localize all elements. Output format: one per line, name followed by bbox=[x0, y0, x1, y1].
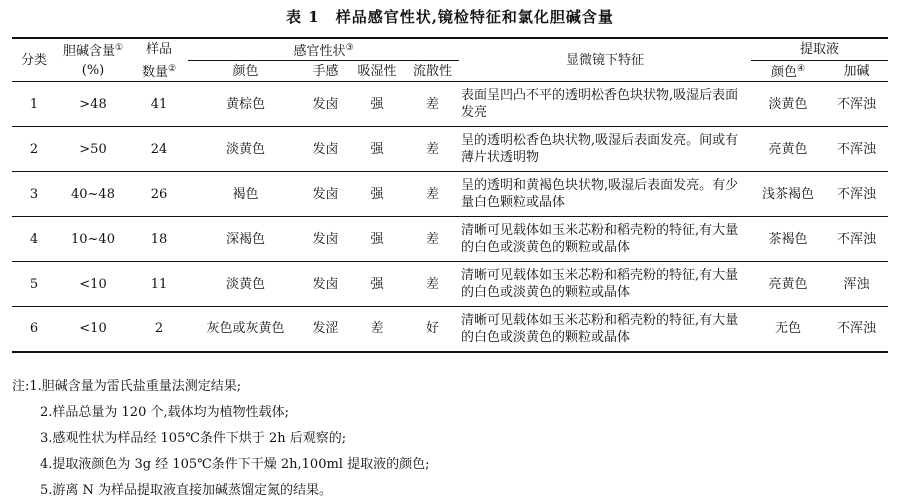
cell-choline: >50 bbox=[79, 141, 107, 157]
cell-alkali: 浑浊 bbox=[843, 276, 870, 292]
header-sensory: 感官性状③ bbox=[188, 38, 459, 61]
note-line: 3.感观性状为样品经 105℃条件下烘于 2h 后观察的; bbox=[40, 431, 347, 446]
cell-category: 6 bbox=[29, 321, 39, 337]
cell-alkali: 不浑浊 bbox=[837, 321, 877, 337]
cell-feel: 发卤 bbox=[312, 96, 339, 112]
table-row bbox=[12, 127, 888, 172]
cell-category: 3 bbox=[29, 186, 39, 202]
table-row bbox=[12, 82, 888, 127]
cell-micro: 表面呈凹凸不平的透明松香色块状物,吸湿后表面发亮 bbox=[461, 88, 739, 120]
cell-category: 2 bbox=[29, 141, 39, 157]
cell-micro: 清晰可见载体如玉米芯粉和稻壳粉的特征,有大量的白色或淡黄色的颗粒或晶体 bbox=[461, 312, 739, 345]
cell-feel: 发卤 bbox=[312, 141, 339, 157]
header-feel: 手感 bbox=[312, 63, 339, 79]
header-choline: 胆碱含量① bbox=[62, 42, 124, 59]
header-sample: 样品 bbox=[145, 42, 172, 58]
table-row bbox=[12, 172, 888, 217]
table-row bbox=[12, 307, 888, 352]
cell-hygroscopic: 强 bbox=[370, 141, 384, 157]
table-row bbox=[12, 262, 888, 307]
cell-hygroscopic: 差 bbox=[370, 321, 384, 337]
cell-count: 2 bbox=[154, 321, 164, 337]
table-body bbox=[12, 82, 888, 352]
cell-extract-color: 无色 bbox=[775, 321, 802, 337]
cell-flow: 差 bbox=[426, 276, 440, 292]
cell-extract-color: 亮黄色 bbox=[768, 276, 808, 292]
header-sample-count: 数量② bbox=[141, 63, 177, 80]
cell-hygroscopic: 强 bbox=[370, 96, 384, 112]
cell-flow: 差 bbox=[426, 231, 440, 247]
cell-choline: 40~48 bbox=[71, 186, 115, 202]
cell-category: 1 bbox=[29, 96, 39, 112]
cell-color: 黄棕色 bbox=[225, 96, 265, 112]
cell-hygroscopic: 强 bbox=[370, 186, 384, 202]
cell-micro: 呈的透明松香色块状物,吸湿后表面发亮。间或有薄片状透明物 bbox=[461, 133, 739, 165]
cell-count: 18 bbox=[150, 231, 168, 247]
cell-micro: 清晰可见载体如玉米芯粉和稻壳粉的特征,有大量的白色或淡黄色的颗粒或晶体 bbox=[461, 268, 739, 300]
cell-feel: 发卤 bbox=[312, 231, 339, 247]
cell-choline: >48 bbox=[79, 96, 107, 112]
note-line: 5.游离 N 为样品提取液直接加碱蒸馏定氮的结果。 bbox=[40, 483, 333, 498]
cell-count: 24 bbox=[150, 141, 168, 157]
cell-color: 淡黄色 bbox=[225, 141, 265, 157]
cell-flow: 差 bbox=[426, 141, 440, 157]
cell-count: 26 bbox=[150, 186, 168, 202]
cell-alkali: 不浑浊 bbox=[837, 231, 877, 247]
table-row bbox=[12, 217, 888, 262]
note-line: 2.样品总量为 120 个,载体均为植物性载体; bbox=[40, 405, 289, 420]
cell-flow: 好 bbox=[426, 321, 440, 337]
note-line: 4.提取液颜色为 3g 经 105℃条件下干燥 2h,100ml 提取液的颜色; bbox=[40, 457, 430, 472]
header-hygroscopic: 吸湿性 bbox=[357, 63, 397, 79]
cell-choline: <10 bbox=[79, 321, 107, 337]
header-micro: 显微镜下特征 bbox=[566, 52, 645, 68]
header-category: 分类 bbox=[20, 52, 47, 68]
header-alkali: 加碱 bbox=[843, 63, 870, 79]
note-line: 注:1.胆碱含量为雷氏盐重量法测定结果; bbox=[12, 379, 242, 394]
header-choline-unit: (%) bbox=[81, 63, 105, 79]
cell-alkali: 不浑浊 bbox=[837, 186, 877, 202]
header-color: 颜色 bbox=[232, 63, 259, 79]
cell-extract-color: 茶褐色 bbox=[768, 231, 808, 247]
data-table bbox=[12, 37, 888, 353]
cell-alkali: 不浑浊 bbox=[837, 96, 877, 112]
cell-count: 41 bbox=[150, 96, 168, 112]
table-title: 表 1 样品感官性状,镜检特征和氯化胆碱含量 bbox=[286, 8, 614, 26]
header-extract: 提取液 bbox=[751, 38, 888, 61]
cell-choline: <10 bbox=[79, 276, 107, 292]
cell-hygroscopic: 强 bbox=[370, 276, 384, 292]
cell-choline: 10~40 bbox=[71, 231, 115, 247]
cell-hygroscopic: 强 bbox=[370, 231, 384, 247]
cell-color: 深褐色 bbox=[225, 231, 265, 247]
header-extract-color: 颜色④ bbox=[770, 64, 806, 80]
cell-flow: 差 bbox=[426, 96, 440, 112]
cell-alkali: 不浑浊 bbox=[837, 141, 877, 157]
cell-category: 5 bbox=[29, 276, 39, 292]
cell-micro: 清晰可见载体如玉米芯粉和稻壳粉的特征,有大量的白色或淡黄色的颗粒或晶体 bbox=[461, 223, 739, 255]
cell-extract-color: 淡黄色 bbox=[768, 96, 808, 112]
cell-feel: 发涩 bbox=[312, 321, 339, 337]
cell-micro: 呈的透明和黄褐色块状物,吸湿后表面发亮。有少量白色颗粒或晶体 bbox=[461, 178, 739, 210]
cell-flow: 差 bbox=[426, 186, 440, 202]
cell-extract-color: 浅茶褐色 bbox=[762, 186, 815, 202]
cell-category: 4 bbox=[29, 231, 39, 247]
cell-feel: 发卤 bbox=[312, 186, 339, 202]
cell-count: 11 bbox=[150, 276, 168, 292]
cell-extract-color: 亮黄色 bbox=[768, 141, 808, 157]
header-flow: 流散性 bbox=[413, 63, 453, 79]
cell-color: 褐色 bbox=[232, 186, 259, 202]
cell-color: 淡黄色 bbox=[225, 276, 265, 292]
cell-color: 灰色或灰黄色 bbox=[206, 321, 285, 337]
cell-feel: 发卤 bbox=[312, 276, 339, 292]
table-header bbox=[12, 38, 888, 82]
